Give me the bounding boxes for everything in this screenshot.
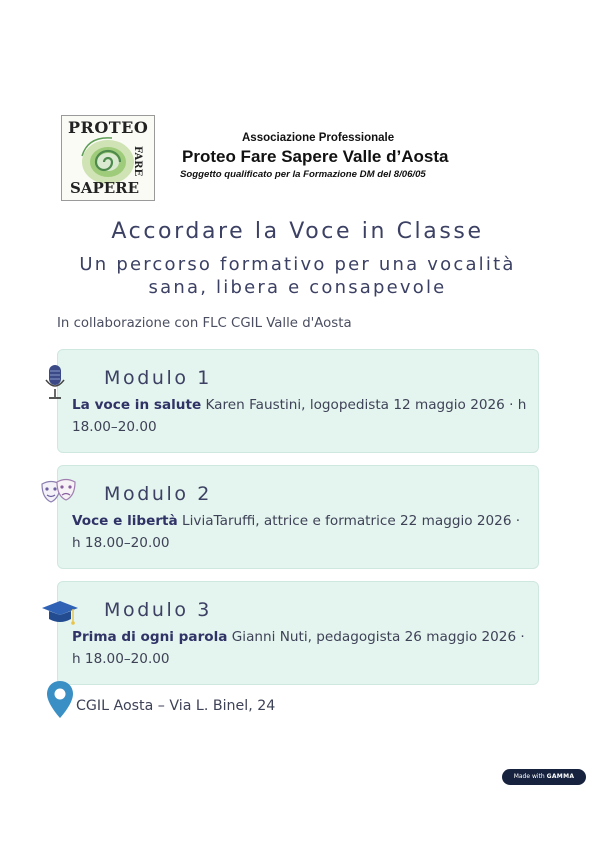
made-with-gamma-badge[interactable] [502,769,586,785]
module-description [72,511,530,554]
module-details: LiviaTaruffi, attrice e formatrice 22 maggio 2026 · h 18.00–20.00 [72,513,521,551]
location-address: CGIL Aosta – Via L. Binel, 24 [76,698,276,714]
module-topic: La voce in salute [72,397,202,413]
badge-brand: GAMMA [546,773,575,780]
subtitle-line-2: sana, libera e consapevole [148,277,447,298]
proteo-logo [61,115,155,201]
module-title: Modulo 3 [104,599,212,621]
page-subtitle [40,253,555,299]
module-details: Gianni Nuti, pedagogista 26 maggio 2026 · h 18.00–20.00 [72,629,525,667]
module-description [72,627,530,670]
page-title: Accordare la Voce in Classe [111,219,484,244]
module-card-3 [57,581,539,685]
module-card-2 [57,465,539,569]
module-title: Modulo 2 [104,483,212,505]
module-details: Karen Faustini, logopedista 12 maggio 2026 · h 18.00–20.00 [72,397,527,435]
graduation-cap-icon [40,598,80,632]
module-description [72,395,530,438]
logo-word-bottom: SAPERE [70,179,140,197]
module-topic: Voce e libertà [72,513,178,529]
badge-prefix: Made with [513,773,545,780]
module-topic: Prima di ogni parola [72,629,228,645]
microphone-icon [44,364,66,402]
collaboration-note: In collaborazione con FLC CGIL Valle d'Aosta [57,316,352,331]
theater-masks-icon [40,478,78,510]
logo-word-top: PROTEO [68,118,149,137]
org-name: Proteo Fare Sapere Valle d’Aosta [182,147,449,166]
logo-word-side: FARE [132,146,143,177]
org-type: Associazione Professionale [242,132,395,144]
module-card-1 [57,349,539,453]
map-pin-icon [46,680,74,720]
module-title: Modulo 1 [104,367,212,389]
org-note: Soggetto qualificato per la Formazione DM del 8/06/05 [180,169,426,180]
subtitle-line-1: Un percorso formativo per una vocalità [79,254,516,275]
